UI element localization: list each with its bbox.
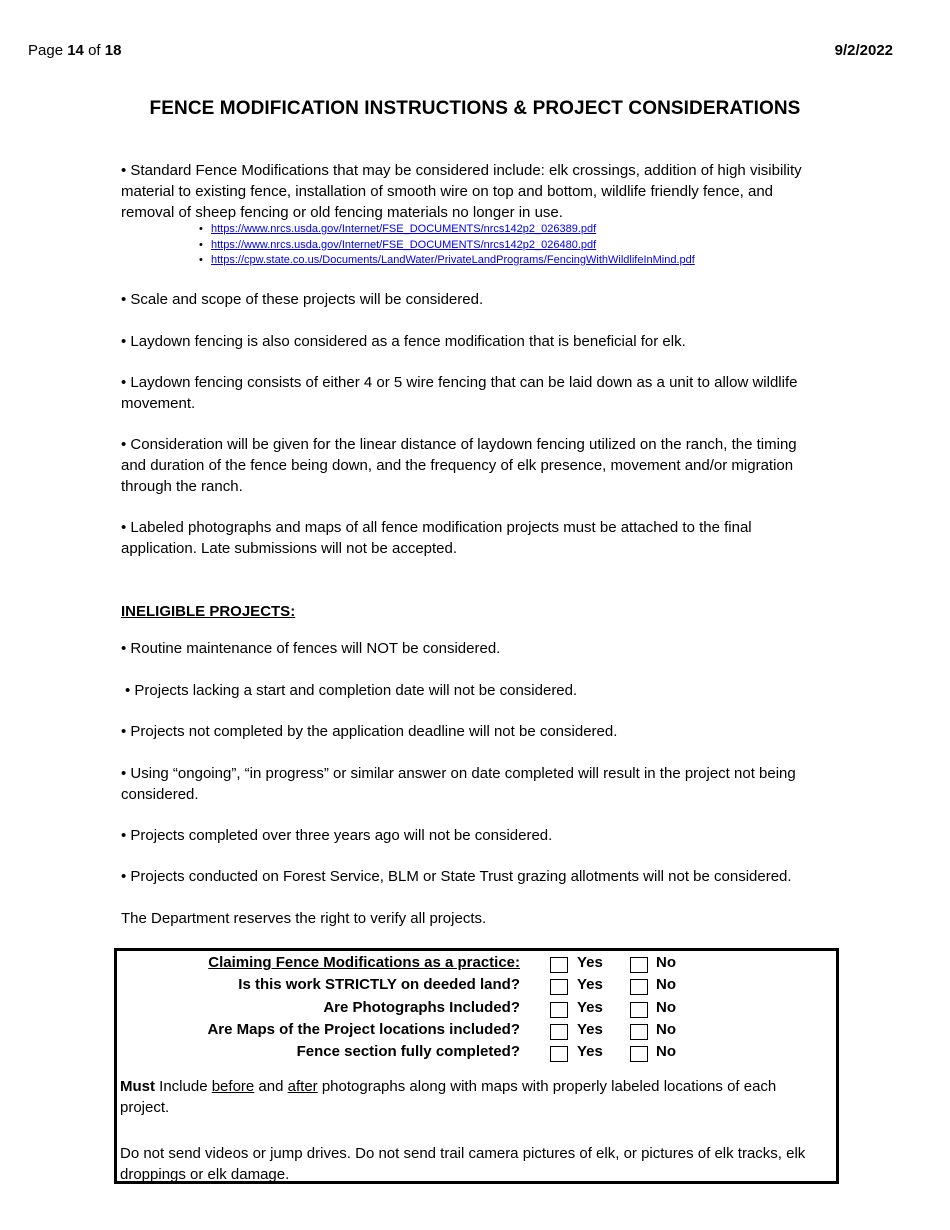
question-label: Are Photographs Included? [323,999,520,1016]
checklist-row [117,1043,837,1065]
reference-link-2[interactable]: https://www.nrcs.usda.gov/Internet/FSE_DOCUMENTS/nrcs142p2_026480.pdf [211,238,597,251]
yes-label: Yes [577,999,603,1016]
note-before: before [211,1078,255,1095]
submission-restriction-note: Do not send videos or jump drives. Do not send trail camera pictures of elk, or pictures of elk tracks, elk droppings or elk damage. [120,1145,806,1183]
checklist-row [117,999,837,1021]
consideration-bullet: • Consideration will be given for the linear distance of laydown fencing utilized on the ranch, the timing and duration of the fence being down, and the frequency of elk presence, movement and/or migration through the ranch. [121,436,797,495]
yes-checkbox[interactable] [550,1024,568,1040]
note-must: Must [120,1078,155,1095]
yes-checkbox[interactable] [550,1002,568,1018]
reference-link-3[interactable]: https://cpw.state.co.us/Documents/LandWater/PrivateLandPrograms/FencingWithWildlifeInMind.pdf [211,254,695,266]
bullet-dot: • [199,238,203,251]
reference-links [199,222,695,269]
yes-label: Yes [577,1021,603,1038]
reference-link-item [199,222,695,238]
no-label: No [656,954,676,971]
consideration-intro: • Standard Fence Modifications that may be considered include: elk crossings, addition of high visibility material to existing fence, installation of smooth wire on top and bottom, wildlife friendly fence, and removal of sheep fencing or old fencing materials no longer in use. [121,162,802,221]
yes-label: Yes [577,1043,603,1060]
page-prefix: Page [28,42,64,59]
no-checkbox[interactable] [630,1002,648,1018]
note-text-a: Include [155,1078,212,1095]
ineligible-bullet: • Projects completed over three years ago will not be considered. [121,827,553,844]
yes-checkbox[interactable] [550,979,568,995]
photo-requirement-note [120,1076,825,1118]
yes-label: Yes [577,976,603,993]
page-date: 9/2/2022 [834,42,893,59]
page-total: 18 [104,42,122,59]
no-checkbox[interactable] [630,1046,648,1062]
ineligible-bullet: • Projects not completed by the application deadline will not be considered. [121,723,618,740]
question-label: Fence section fully completed? [296,1043,520,1060]
no-checkbox[interactable] [630,1024,648,1040]
verify-statement: The Department reserves the right to verify all projects. [121,910,487,927]
checklist-box [114,948,839,1184]
page-current: 14 [67,42,84,59]
no-label: No [656,1021,676,1038]
yes-label: Yes [577,954,603,971]
bullet-dot: • [199,223,203,235]
no-label: No [656,999,676,1016]
checklist-row [117,1021,837,1043]
bullet-dot: • [199,254,203,266]
question-label: Is this work STRICTLY on deeded land? [238,976,520,993]
page-title: FENCE MODIFICATION INSTRUCTIONS & PROJECT CONSIDERATIONS [149,98,801,119]
no-checkbox[interactable] [630,957,648,973]
note-text-b: and [254,1078,288,1095]
no-label: No [656,976,676,993]
note-after: after [287,1078,318,1095]
page-number [28,42,121,59]
no-label: No [656,1043,676,1060]
note-text-c: photographs along with maps with properly labeled locations of each project. [120,1078,777,1116]
no-checkbox[interactable] [630,979,648,995]
ineligible-bullet: • Projects conducted on Forest Service, BLM or State Trust grazing allotments will not be considered. [121,868,792,885]
page-of: of [88,42,101,59]
reference-link-item [199,253,695,269]
checklist-row [117,954,837,976]
consideration-bullet: • Labeled photographs and maps of all fence modification projects must be attached to the final application. Late submissions will not be accepted. [121,519,752,557]
ineligible-bullet: • Using “ongoing”, “in progress” or similar answer on date completed will result in the project not being considered. [121,765,796,803]
yes-checkbox[interactable] [550,957,568,973]
consideration-bullet: • Scale and scope of these projects will be considered. [121,291,484,308]
reference-link-1[interactable]: https://www.nrcs.usda.gov/Internet/FSE_DOCUMENTS/nrcs142p2_026389.pdf [211,223,597,235]
ineligible-bullet: • Routine maintenance of fences will NOT be considered. [121,640,501,657]
question-label: Are Maps of the Project locations included? [207,1021,520,1038]
reference-link-item [199,238,695,254]
yes-checkbox[interactable] [550,1046,568,1062]
question-label: Claiming Fence Modifications as a practice: [208,954,520,971]
consideration-bullet: • Laydown fencing consists of either 4 or 5 wire fencing that can be laid down as a unit to allow wildlife movement. [121,374,798,412]
checklist-row [117,976,837,998]
ineligible-bullet: • Projects lacking a start and completion date will not be considered. [125,682,578,699]
consideration-bullet: • Laydown fencing is also considered as a fence modification that is beneficial for elk. [121,333,686,350]
ineligible-heading: INELIGIBLE PROJECTS: [121,603,296,620]
